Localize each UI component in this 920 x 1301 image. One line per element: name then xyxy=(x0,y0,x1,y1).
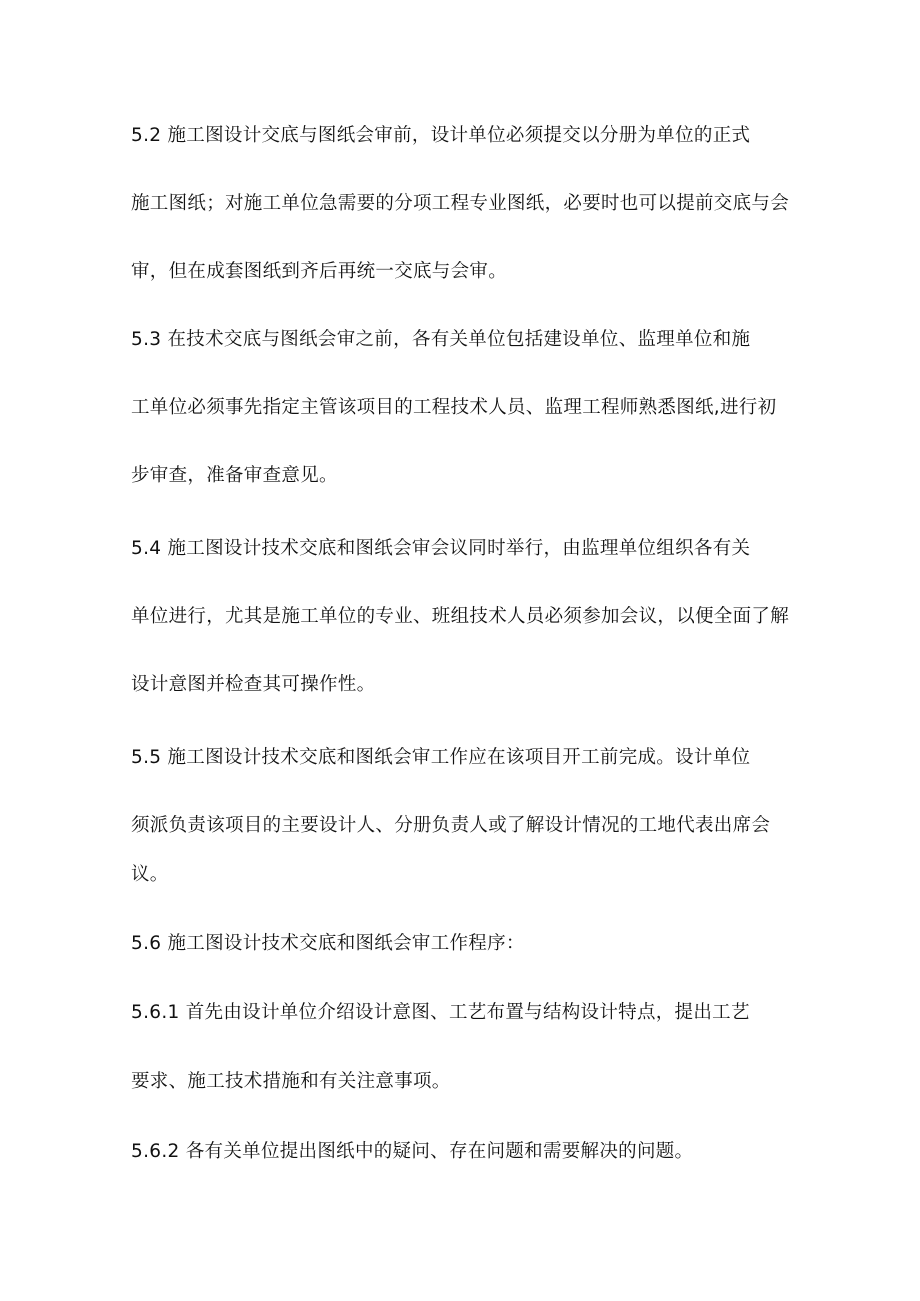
clause-5-6-2-line-1: 5.6.2 各有关单位提出图纸中的疑问、存在问题和需要解决的问题。 xyxy=(131,1141,694,1162)
clause-5-6-1-line-1: 5.6.1 首先由设计单位介绍设计意图、工艺布置与结构设计特点，提出工艺 xyxy=(131,1002,750,1023)
clause-5-3-line-1: 5.3 在技术交底与图纸会审之前，各有关单位包括建设单位、监理单位和施 xyxy=(131,329,751,350)
clause-5-2-line-3: 审，但在成套图纸到齐后再统一交底与会审。 xyxy=(131,261,508,282)
clause-5-4-line-1: 5.4 施工图设计技术交底和图纸会审会议同时举行，由监理单位组织各有关 xyxy=(131,538,751,559)
clause-5-2-line-1: 5.2 施工图设计交底与图纸会审前，设计单位必须提交以分册为单位的正式 xyxy=(131,125,751,146)
clause-5-3-line-3: 步审查，准备审查意见。 xyxy=(131,465,338,486)
clause-5-3-line-2: 工单位必须事先指定主管该项目的工程技术人员、监理工程师熟悉图纸,进行初 xyxy=(131,397,777,418)
clause-5-2-line-2: 施工图纸；对施工单位急需要的分项工程专业图纸，必要时也可以提前交底与会 xyxy=(131,193,790,214)
clause-5-5-line-2: 须派负责该项目的主要设计人、分册负责人或了解设计情况的工地代表出席会 xyxy=(131,815,771,836)
clause-5-5-line-1: 5.5 施工图设计技术交底和图纸会审工作应在该项目开工前完成。设计单位 xyxy=(131,747,751,768)
clause-5-4-line-2: 单位进行，尤其是施工单位的专业、班组技术人员必须参加会议，以便全面了解 xyxy=(131,606,790,627)
clause-5-6-heading: 5.6 施工图设计技术交底和图纸会审工作程序： xyxy=(131,933,525,954)
clause-5-6-1-line-2: 要求、施工技术措施和有关注意事项。 xyxy=(131,1071,451,1092)
clause-5-5-line-3: 议。 xyxy=(131,864,169,885)
clause-5-4-line-3: 设计意图并检查其可操作性。 xyxy=(131,674,376,695)
